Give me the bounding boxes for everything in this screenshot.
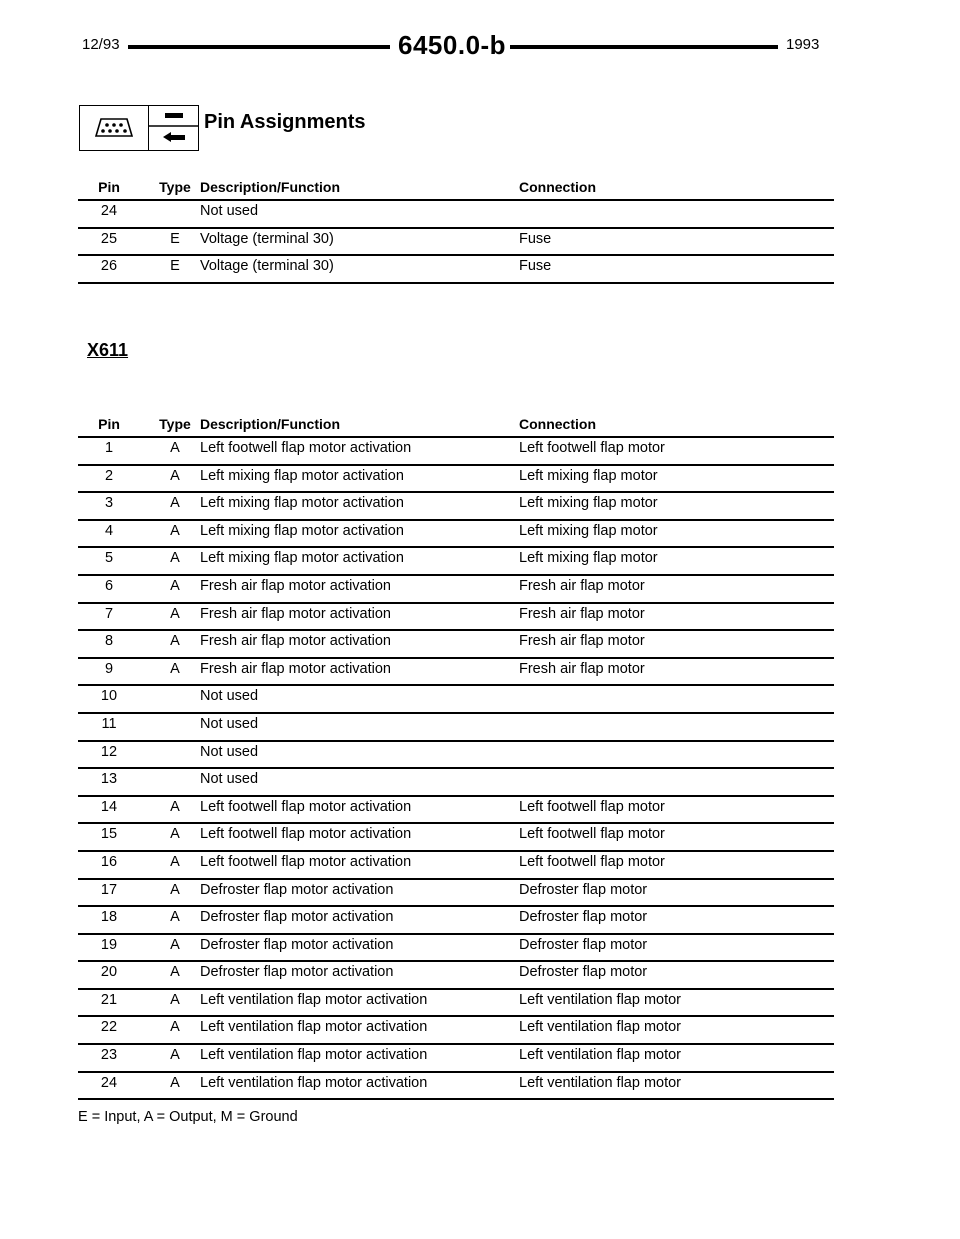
cell-description: Voltage (terminal 30) xyxy=(200,258,334,275)
row-divider xyxy=(78,1071,834,1073)
pin-table-x611 xyxy=(78,414,834,1100)
cell-pin: 16 xyxy=(100,853,118,870)
cell-description: Defroster flap motor activation xyxy=(200,881,394,898)
cell-type: A xyxy=(170,633,180,650)
row-divider xyxy=(78,464,834,466)
row-divider xyxy=(78,436,834,438)
cell-pin: 20 xyxy=(100,964,118,981)
row-divider xyxy=(78,822,834,824)
cell-connection: Left mixing flap motor xyxy=(519,550,658,567)
cell-connection: Left ventilation flap motor xyxy=(519,1074,682,1091)
row-divider xyxy=(78,740,834,742)
cell-pin: 2 xyxy=(104,467,114,484)
table-row xyxy=(78,199,834,227)
row-divider xyxy=(78,850,834,852)
table-row xyxy=(78,988,834,1016)
column-header-description: Description/Function xyxy=(200,179,340,195)
row-divider xyxy=(78,546,834,548)
column-header-pin: Pin xyxy=(98,416,120,432)
table-row xyxy=(78,1071,834,1099)
cell-pin: 7 xyxy=(104,605,114,622)
row-divider xyxy=(78,657,834,659)
cell-connection: Fresh air flap motor xyxy=(519,633,645,650)
cell-description: Fresh air flap motor activation xyxy=(200,633,391,650)
cell-description: Not used xyxy=(200,203,259,219)
row-divider xyxy=(78,491,834,493)
cell-type: E xyxy=(170,258,180,275)
connector-icon xyxy=(80,106,149,150)
cell-connection: Left ventilation flap motor xyxy=(519,1047,682,1064)
cell-pin: 15 xyxy=(100,826,118,843)
cell-pin: 8 xyxy=(104,633,114,650)
column-header-pin: Pin xyxy=(98,179,120,195)
title-icon-box xyxy=(79,105,199,151)
cell-type: A xyxy=(170,798,180,815)
cell-connection: Defroster flap motor xyxy=(519,964,648,981)
cell-pin: 11 xyxy=(101,715,117,732)
table-row xyxy=(78,905,834,933)
cell-connection: Fuse xyxy=(519,258,552,275)
row-divider xyxy=(78,254,834,256)
cell-description: Left mixing flap motor activation xyxy=(200,467,404,484)
cell-description: Left ventilation flap motor activation xyxy=(200,1019,428,1036)
cell-pin: 1 xyxy=(104,440,114,456)
table-row xyxy=(78,464,834,492)
column-header-description: Description/Function xyxy=(200,416,340,432)
cell-description: Left ventilation flap motor activation xyxy=(200,991,428,1008)
row-divider xyxy=(78,629,834,631)
cell-pin: 14 xyxy=(100,798,118,815)
row-divider xyxy=(78,712,834,714)
table-row xyxy=(78,657,834,685)
cell-pin: 13 xyxy=(100,771,118,788)
table-header xyxy=(78,177,834,199)
cell-type: A xyxy=(170,881,180,898)
row-divider xyxy=(78,1043,834,1045)
cell-description: Left footwell flap motor activation xyxy=(200,853,412,870)
cell-description: Left ventilation flap motor activation xyxy=(200,1074,428,1091)
table-row xyxy=(78,712,834,740)
cell-description: Left mixing flap motor activation xyxy=(200,522,404,539)
cell-type: A xyxy=(170,660,180,677)
cell-description: Left mixing flap motor activation xyxy=(200,550,404,567)
header-year: 1993 xyxy=(786,36,820,53)
row-divider xyxy=(78,602,834,604)
cell-connection: Left footwell flap motor xyxy=(519,440,665,456)
cell-description: Not used xyxy=(200,715,259,732)
cell-type: A xyxy=(170,522,180,539)
table-header xyxy=(78,414,834,436)
row-divider xyxy=(78,684,834,686)
table-row xyxy=(78,740,834,768)
cell-connection: Left footwell flap motor xyxy=(519,853,665,870)
table-row xyxy=(78,1015,834,1043)
row-divider xyxy=(78,795,834,797)
cell-type: A xyxy=(170,991,180,1008)
cell-connection: Fresh air flap motor xyxy=(519,660,645,677)
cell-connection: Defroster flap motor xyxy=(519,936,648,953)
cell-type: E xyxy=(170,230,180,247)
header-rule-right xyxy=(510,45,778,49)
cell-description: Not used xyxy=(200,688,259,705)
row-divider xyxy=(78,878,834,880)
cell-description: Defroster flap motor activation xyxy=(200,909,394,926)
cell-description: Left ventilation flap motor activation xyxy=(200,1047,428,1064)
cell-type: A xyxy=(170,964,180,981)
table-row xyxy=(78,602,834,630)
cell-pin: 21 xyxy=(100,991,118,1008)
row-divider xyxy=(78,767,834,769)
cell-pin: 17 xyxy=(100,881,118,898)
document-number: 6450.0-b xyxy=(398,30,507,60)
cell-description: Not used xyxy=(200,743,259,760)
cell-type: A xyxy=(170,1074,180,1091)
cell-connection: Left footwell flap motor xyxy=(519,826,665,843)
cell-description: Fresh air flap motor activation xyxy=(200,605,391,622)
cell-description: Left footwell flap motor activation xyxy=(200,826,412,843)
row-divider xyxy=(78,227,834,229)
cell-connection: Left mixing flap motor xyxy=(519,467,658,484)
row-divider xyxy=(78,933,834,935)
cell-pin: 9 xyxy=(104,660,114,677)
cell-type: A xyxy=(170,495,180,512)
cell-description: Left footwell flap motor activation xyxy=(200,440,412,456)
table-row xyxy=(78,436,834,464)
cell-connection: Left footwell flap motor xyxy=(519,798,665,815)
table-row xyxy=(78,1043,834,1071)
table-row xyxy=(78,822,834,850)
cell-pin: 6 xyxy=(104,577,114,594)
table-row xyxy=(78,574,834,602)
cell-type: A xyxy=(170,550,180,567)
table-row xyxy=(78,684,834,712)
cell-type: A xyxy=(170,577,180,594)
cell-connection: Defroster flap motor xyxy=(519,909,648,926)
cell-description: Not used xyxy=(200,771,259,788)
cell-pin: 5 xyxy=(104,550,114,567)
cell-pin: 18 xyxy=(100,909,118,926)
cell-type: A xyxy=(170,467,180,484)
table-row xyxy=(78,546,834,574)
pin-table-continued xyxy=(78,177,834,284)
cell-pin: 24 xyxy=(100,1074,118,1091)
page-title: Pin Assignments xyxy=(204,111,366,133)
cell-pin: 22 xyxy=(100,1019,118,1036)
cell-description: Fresh air flap motor activation xyxy=(200,660,391,677)
connector-label: X611 xyxy=(87,340,129,360)
cell-connection: Left mixing flap motor xyxy=(519,495,658,512)
table-row xyxy=(78,227,834,255)
cell-connection: Left ventilation flap motor xyxy=(519,991,682,1008)
table-row xyxy=(78,519,834,547)
cell-connection: Fresh air flap motor xyxy=(519,577,645,594)
pin-icon xyxy=(149,106,198,150)
row-divider xyxy=(78,1015,834,1017)
header-rule-left xyxy=(128,45,390,49)
row-divider xyxy=(78,1098,834,1100)
cell-type: A xyxy=(170,909,180,926)
cell-type: A xyxy=(170,440,180,456)
row-divider xyxy=(78,988,834,990)
cell-description: Fresh air flap motor activation xyxy=(200,577,391,594)
column-header-type: Type xyxy=(159,416,191,432)
table-row xyxy=(78,254,834,282)
cell-connection: Fuse xyxy=(519,230,552,247)
cell-description: Defroster flap motor activation xyxy=(200,936,394,953)
cell-description: Left mixing flap motor activation xyxy=(200,495,404,512)
cell-type: A xyxy=(170,853,180,870)
row-divider xyxy=(78,960,834,962)
table-row xyxy=(78,850,834,878)
cell-type: A xyxy=(170,826,180,843)
cell-pin: 23 xyxy=(100,1047,118,1064)
column-header-connection: Connection xyxy=(519,179,596,195)
header-date: 12/93 xyxy=(82,36,120,53)
cell-connection: Fresh air flap motor xyxy=(519,605,645,622)
table-row xyxy=(78,629,834,657)
row-divider xyxy=(78,282,834,284)
cell-type: A xyxy=(170,605,180,622)
cell-connection: Left mixing flap motor xyxy=(519,522,658,539)
cell-connection: Defroster flap motor xyxy=(519,881,648,898)
table-row xyxy=(78,933,834,961)
cell-pin: 25 xyxy=(100,230,118,247)
cell-pin: 12 xyxy=(100,743,118,760)
cell-type: A xyxy=(170,1047,180,1064)
cell-pin: 3 xyxy=(104,495,114,512)
cell-pin: 19 xyxy=(100,936,118,953)
table-row xyxy=(78,491,834,519)
row-divider xyxy=(78,199,834,201)
row-divider xyxy=(78,905,834,907)
cell-pin: 24 xyxy=(100,203,118,219)
cell-pin: 26 xyxy=(100,258,118,275)
cell-description: Left footwell flap motor activation xyxy=(200,798,412,815)
page-header xyxy=(0,30,960,60)
type-legend: E = Input, A = Output, M = Ground xyxy=(78,1109,298,1125)
cell-pin: 4 xyxy=(104,522,114,539)
cell-type: A xyxy=(170,936,180,953)
row-divider xyxy=(78,574,834,576)
cell-connection: Left ventilation flap motor xyxy=(519,1019,682,1036)
cell-type: A xyxy=(170,1019,180,1036)
cell-pin: 10 xyxy=(100,688,118,705)
table-row xyxy=(78,960,834,988)
table-row xyxy=(78,767,834,795)
row-divider xyxy=(78,519,834,521)
table-row xyxy=(78,878,834,906)
cell-description: Voltage (terminal 30) xyxy=(200,230,334,247)
table-row xyxy=(78,795,834,823)
column-header-type: Type xyxy=(159,179,191,195)
column-header-connection: Connection xyxy=(519,416,596,432)
cell-description: Defroster flap motor activation xyxy=(200,964,394,981)
